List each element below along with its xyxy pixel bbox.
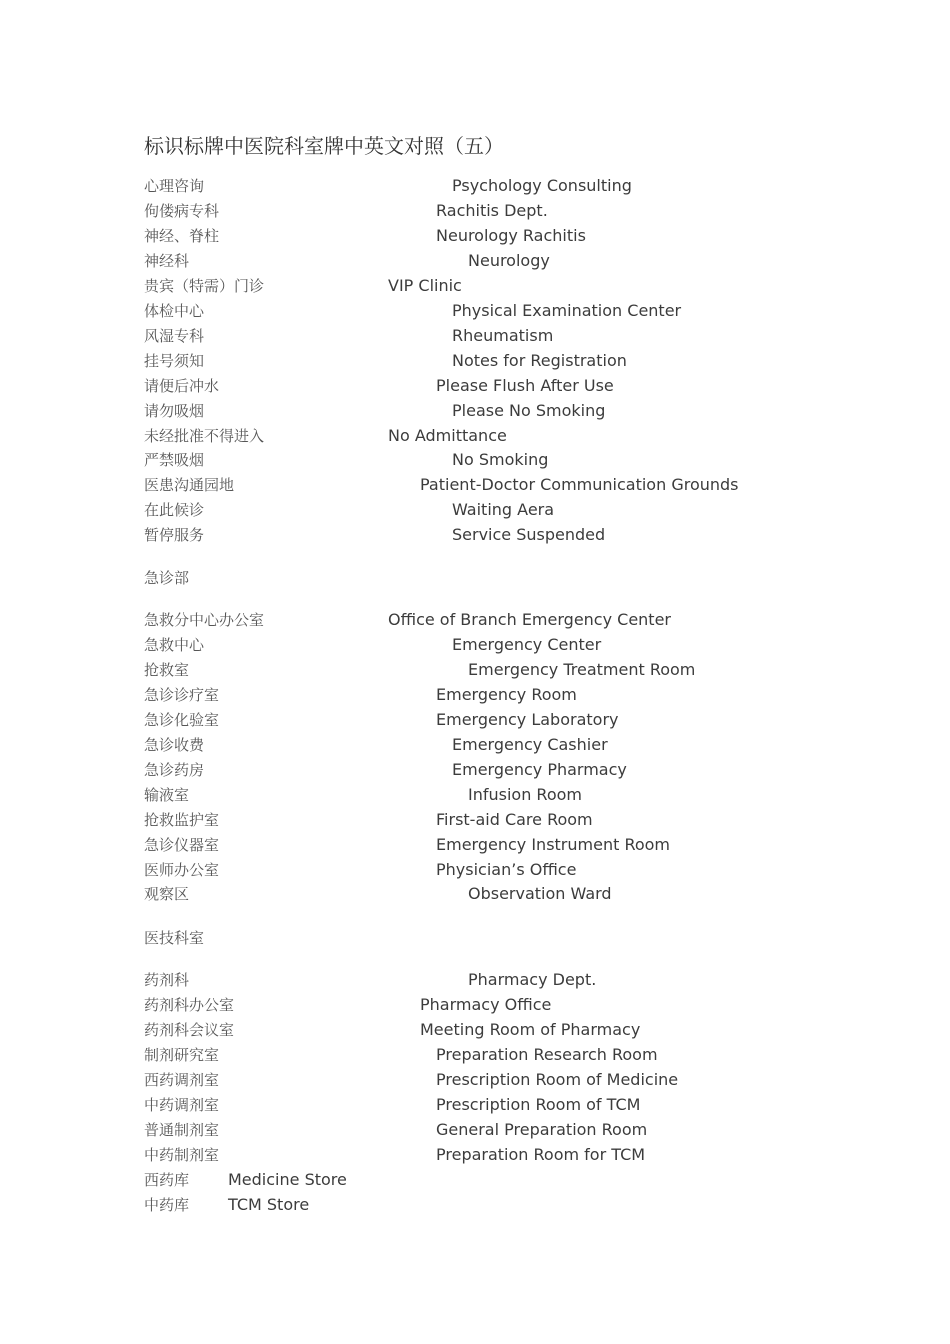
department-name-zh: 西药调剂室: [144, 1070, 220, 1089]
department-name-zh: 挂号须知: [144, 351, 205, 370]
department-name-zh: 观察区: [144, 885, 190, 904]
department-name-zh: 请勿吸烟: [144, 401, 205, 420]
department-name-en: Pharmacy Office: [420, 994, 552, 1014]
department-name-zh: 风湿专科: [144, 326, 205, 345]
department-name-zh: 西药库: [144, 1170, 190, 1189]
department-name-zh: 神经科: [144, 251, 190, 270]
department-name-zh: 急救中心: [144, 635, 205, 654]
department-name-en: VIP Clinic: [388, 275, 462, 295]
department-name-en: Infusion Room: [468, 784, 582, 804]
department-name-en: Emergency Pharmacy: [452, 759, 627, 779]
department-name-en: Emergency Instrument Room: [436, 834, 671, 854]
department-name-en: TCM Store: [228, 1194, 310, 1214]
department-name-en: Emergency Treatment Room: [468, 659, 696, 679]
department-name-en: Rachitis Dept.: [436, 200, 548, 220]
department-name-en: Service Suspended: [452, 525, 606, 545]
department-name-en: Medicine Store: [228, 1169, 347, 1189]
department-name-en: Physical Examination Center: [452, 300, 682, 320]
department-name-zh: 医患沟通园地: [144, 476, 235, 495]
department-name-zh: 药剂科: [144, 971, 190, 989]
department-name-zh: 请便后冲水: [144, 376, 220, 395]
section-heading: 急诊部: [144, 569, 190, 587]
department-name-en: Neurology: [468, 250, 550, 270]
department-name-zh: 中药调剂室: [144, 1095, 220, 1114]
department-name-zh: 在此候诊: [144, 501, 205, 520]
department-name-en: Psychology Consulting: [452, 176, 632, 195]
department-name-zh: 急诊仪器室: [144, 835, 220, 854]
department-name-zh: 严禁吸烟: [144, 451, 205, 470]
department-name-zh: 急诊化验室: [144, 710, 220, 729]
department-name-en: Emergency Center: [452, 634, 602, 654]
department-name-zh: 中药制剂室: [144, 1145, 220, 1164]
department-name-zh: 急诊诊疗室: [144, 685, 220, 704]
department-name-en: General Preparation Room: [436, 1119, 648, 1139]
department-name-zh: 医师办公室: [144, 860, 220, 879]
department-name-zh: 抢救监护室: [144, 810, 220, 829]
department-name-en: Waiting Aera: [452, 500, 555, 520]
department-name-zh: 贵宾（特需）门诊: [144, 276, 265, 295]
department-name-zh: 暂停服务: [144, 526, 205, 545]
department-name-zh: 急诊收费: [144, 735, 205, 754]
department-name-zh: 中药库: [144, 1195, 190, 1214]
department-name-zh: 急诊药房: [144, 760, 205, 779]
department-name-en: No Smoking: [452, 450, 549, 470]
department-name-en: Observation Ward: [468, 884, 612, 904]
department-name-en: Office of Branch Emergency Center: [388, 610, 671, 629]
department-name-en: Emergency Cashier: [452, 734, 608, 754]
department-name-zh: 普通制剂室: [144, 1120, 220, 1139]
department-name-en: Pharmacy Dept.: [468, 970, 597, 989]
department-name-en: Rheumatism: [452, 325, 554, 345]
department-name-zh: 抢救室: [144, 660, 190, 679]
department-name-zh: 未经批准不得进入: [144, 426, 265, 445]
department-name-en: Prescription Room of Medicine: [436, 1069, 679, 1089]
department-name-zh: 急救分中心办公室: [144, 611, 265, 629]
department-name-zh: 制剂研究室: [144, 1045, 220, 1064]
department-name-en: Preparation Room for TCM: [436, 1144, 646, 1164]
department-name-en: Neurology Rachitis: [436, 225, 586, 245]
department-name-en: First-aid Care Room: [436, 809, 593, 829]
department-name-zh: 神经、脊柱: [144, 226, 220, 245]
department-name-en: Prescription Room of TCM: [436, 1094, 641, 1114]
department-name-en: Patient-Doctor Communication Grounds: [420, 475, 739, 495]
department-name-zh: 心理咨询: [144, 177, 205, 195]
department-name-zh: 药剂科会议室: [144, 1020, 235, 1039]
department-name-en: Notes for Registration: [452, 350, 627, 370]
department-name-en: Emergency Laboratory: [436, 709, 619, 729]
department-name-zh: 体检中心: [144, 301, 205, 320]
department-name-en: Please Flush After Use: [436, 375, 614, 395]
department-name-zh: 佝偻病专科: [144, 201, 220, 220]
department-name-zh: 药剂科办公室: [144, 995, 235, 1014]
department-name-zh: 输液室: [144, 785, 190, 804]
section-heading: 医技科室: [144, 929, 205, 947]
department-name-en: Please No Smoking: [452, 400, 606, 420]
page-title: 标识标牌中医院科室牌中英文对照（五）: [144, 134, 504, 158]
department-name-en: Preparation Research Room: [436, 1044, 658, 1064]
department-name-en: Physician’s Office: [436, 859, 577, 879]
department-name-en: Emergency Room: [436, 684, 577, 704]
department-name-en: Meeting Room of Pharmacy: [420, 1019, 641, 1039]
department-name-en: No Admittance: [388, 425, 507, 445]
